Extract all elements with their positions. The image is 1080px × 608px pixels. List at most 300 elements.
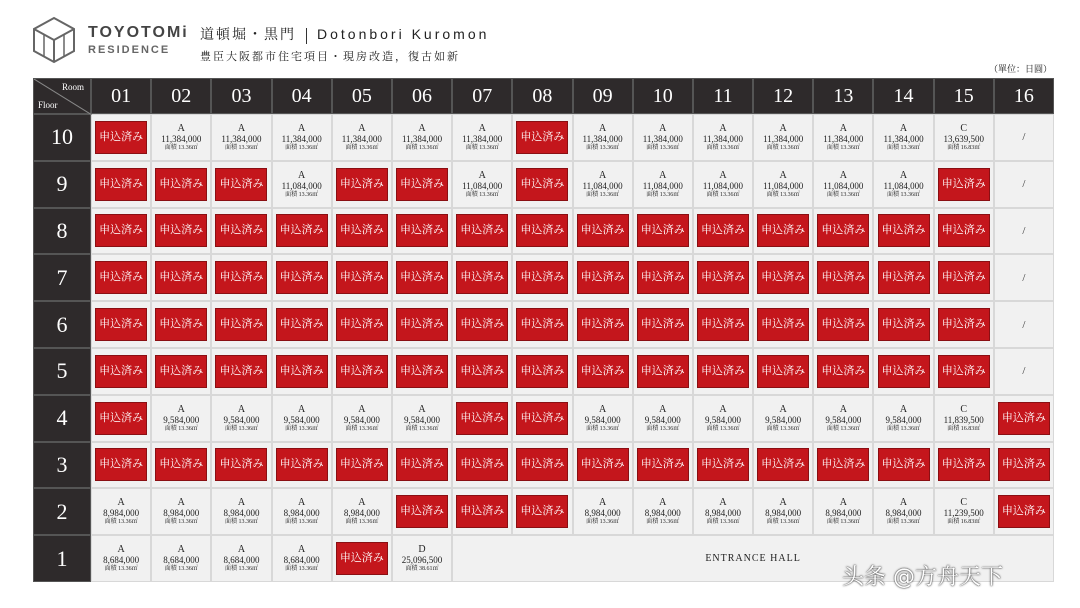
unit-8-15[interactable] <box>934 208 994 255</box>
unit-area: 面積 13.36㎡ <box>224 144 258 151</box>
floor-label-5: 5 <box>33 348 91 395</box>
unit-type: A <box>358 403 366 415</box>
unit-6-14[interactable] <box>873 301 933 348</box>
unit-9-07[interactable] <box>452 161 512 208</box>
unit-area: 面積 13.36㎡ <box>826 144 860 151</box>
unit-7-14[interactable] <box>873 254 933 301</box>
unit-1-06[interactable] <box>392 535 452 582</box>
unit-2-14[interactable] <box>873 488 933 535</box>
unit-price: 11,084,000 <box>582 180 623 191</box>
unit-8-03[interactable] <box>211 208 271 255</box>
unit-2-04[interactable] <box>272 488 332 535</box>
unit-1-04[interactable] <box>272 535 332 582</box>
unit-price: 11,384,000 <box>823 133 864 144</box>
unit-8-13[interactable] <box>813 208 873 255</box>
unit-2-02[interactable] <box>151 488 211 535</box>
unit-7-07[interactable] <box>452 254 512 301</box>
unit-9-11[interactable] <box>693 161 753 208</box>
unit-price: 11,384,000 <box>462 133 503 144</box>
brand <box>88 24 189 56</box>
unit-10-04[interactable] <box>272 114 332 161</box>
sold-badge: 申込済み <box>637 261 689 294</box>
unit-area: 面積 13.36㎡ <box>224 519 258 526</box>
unit-area: 面積 13.36㎡ <box>224 425 258 432</box>
column-header-10: 10 <box>633 78 693 114</box>
unit-9-13[interactable] <box>813 161 873 208</box>
unit-9-06[interactable] <box>392 161 452 208</box>
unit-9-04[interactable] <box>272 161 332 208</box>
unit-6-05[interactable] <box>332 301 392 348</box>
unit-10-09[interactable] <box>573 114 633 161</box>
sold-badge: 申込済み <box>336 355 388 388</box>
unit-1-02[interactable] <box>151 535 211 582</box>
sold-badge: 申込済み <box>938 355 990 388</box>
sold-badge: 申込済み <box>95 214 147 247</box>
unit-5-08[interactable] <box>512 348 572 395</box>
no-unit-mark: / <box>1022 224 1026 237</box>
sold-badge: 申込済み <box>516 402 568 435</box>
unit-5-09[interactable] <box>573 348 633 395</box>
unit-6-09[interactable] <box>573 301 633 348</box>
unit-7-11[interactable] <box>693 254 753 301</box>
unit-6-15[interactable] <box>934 301 994 348</box>
unit-5-01[interactable] <box>91 348 151 395</box>
unit-area: 面積 13.36㎡ <box>766 519 800 526</box>
sold-badge: 申込済み <box>516 214 568 247</box>
unit-4-05[interactable] <box>332 395 392 442</box>
unit-type: A <box>598 497 607 509</box>
unit-7-01[interactable] <box>91 254 151 301</box>
sold-badge: 申込済み <box>757 448 809 481</box>
sold-badge: 申込済み <box>516 121 568 154</box>
unit-4-09[interactable] <box>573 395 633 442</box>
unit-1-01[interactable] <box>91 535 151 582</box>
unit-type: A <box>779 403 787 415</box>
entrance-hall-label: ENTRANCE HALL <box>705 553 801 565</box>
unit-8-14[interactable] <box>873 208 933 255</box>
unit-5-12[interactable] <box>753 348 813 395</box>
unit-8-12[interactable] <box>753 208 813 255</box>
sold-badge: 申込済み <box>577 308 629 341</box>
sold-badge: 申込済み <box>878 448 930 481</box>
unit-9-01[interactable] <box>91 161 151 208</box>
sold-badge: 申込済み <box>155 168 207 201</box>
unit-10-05[interactable] <box>332 114 392 161</box>
page-header <box>0 0 1080 80</box>
unit-10-08[interactable] <box>512 114 572 161</box>
unit-area: 面積 13.36㎡ <box>285 566 319 573</box>
sold-badge: 申込済み <box>336 542 388 575</box>
unit-price: 11,084,000 <box>763 180 804 191</box>
unit-3-12[interactable] <box>753 442 813 489</box>
unit-3-16[interactable] <box>994 442 1054 489</box>
unit-5-05[interactable] <box>332 348 392 395</box>
unit-7-06[interactable] <box>392 254 452 301</box>
unit-3-06[interactable] <box>392 442 452 489</box>
unit-4-16[interactable] <box>994 395 1054 442</box>
unit-availability-table <box>33 78 1054 582</box>
unit-type: A <box>719 169 727 181</box>
unit-type: A <box>298 544 306 556</box>
sold-badge: 申込済み <box>95 168 147 201</box>
unit-3-07[interactable] <box>452 442 512 489</box>
unit-9-09[interactable] <box>573 161 633 208</box>
table-corner <box>33 78 91 114</box>
unit-price: 8,984,000 <box>584 508 621 519</box>
column-header-04: 04 <box>272 78 332 114</box>
unit-5-04[interactable] <box>272 348 332 395</box>
sold-badge: 申込済み <box>396 168 448 201</box>
unit-6-07[interactable] <box>452 301 512 348</box>
sold-badge: 申込済み <box>95 308 147 341</box>
unit-type: A <box>358 122 366 134</box>
unit-5-02[interactable] <box>151 348 211 395</box>
unit-type: A <box>839 497 847 509</box>
column-header-11: 11 <box>693 78 753 114</box>
unit-4-12[interactable] <box>753 395 813 442</box>
unit-6-08[interactable] <box>512 301 572 348</box>
unit-10-11[interactable] <box>693 114 753 161</box>
unit-2-08[interactable] <box>512 488 572 535</box>
unit-type: A <box>779 169 787 181</box>
sold-badge: 申込済み <box>998 495 1050 528</box>
unit-4-04[interactable] <box>272 395 332 442</box>
unit-type: A <box>237 403 246 415</box>
unit-5-10[interactable] <box>633 348 693 395</box>
unit-area: 面積 13.36㎡ <box>345 519 379 526</box>
unit-area: 面積 13.36㎡ <box>586 144 620 151</box>
column-header-08: 08 <box>512 78 572 114</box>
unit-price: 25,096,500 <box>401 555 443 566</box>
unit-area: 面積 16.83㎡ <box>947 519 981 526</box>
unit-6-10[interactable] <box>633 301 693 348</box>
sold-badge: 申込済み <box>938 308 990 341</box>
unit-3-11[interactable] <box>693 442 753 489</box>
unit-2-03[interactable] <box>211 488 271 535</box>
unit-type: A <box>598 122 607 134</box>
sold-badge: 申込済み <box>697 261 749 294</box>
unit-2-13[interactable] <box>813 488 873 535</box>
sold-badge: 申込済み <box>336 168 388 201</box>
sold-badge: 申込済み <box>817 355 869 388</box>
unit-2-11[interactable] <box>693 488 753 535</box>
sold-badge: 申込済み <box>95 121 147 154</box>
unit-5-07[interactable] <box>452 348 512 395</box>
unit-area: 面積 13.36㎡ <box>285 425 319 432</box>
unit-7-05[interactable] <box>332 254 392 301</box>
unit-price: 9,584,000 <box>584 414 621 425</box>
unit-price: 11,384,000 <box>763 133 804 144</box>
unit-5-13[interactable] <box>813 348 873 395</box>
unit-2-16[interactable] <box>994 488 1054 535</box>
floor-label-10: 10 <box>33 114 91 161</box>
unit-7-04[interactable] <box>272 254 332 301</box>
unit-10-06[interactable] <box>392 114 452 161</box>
sold-badge: 申込済み <box>817 214 869 247</box>
unit-2-06[interactable] <box>392 488 452 535</box>
sold-badge: 申込済み <box>516 355 568 388</box>
unit-price: 9,584,000 <box>825 414 862 425</box>
unit-3-04[interactable] <box>272 442 332 489</box>
sold-badge: 申込済み <box>878 308 930 341</box>
unit-9-15[interactable] <box>934 161 994 208</box>
unit-6-12[interactable] <box>753 301 813 348</box>
unit-price: 11,384,000 <box>221 133 262 144</box>
unit-3-08[interactable] <box>512 442 572 489</box>
sold-badge: 申込済み <box>95 402 147 435</box>
brand-name: TOYOTOMi <box>88 24 189 41</box>
unit-price: 11,384,000 <box>161 133 202 144</box>
unit-8-04[interactable] <box>272 208 332 255</box>
unit-type: A <box>839 169 847 181</box>
unit-price: 8,984,000 <box>704 508 741 519</box>
unit-area: 面積 13.36㎡ <box>706 191 740 198</box>
unit-type: A <box>779 497 787 509</box>
unit-area: 面積 13.36㎡ <box>706 144 740 151</box>
no-unit-mark: / <box>1022 131 1026 144</box>
unit-area: 面積 13.36㎡ <box>164 144 198 151</box>
unit-3-03[interactable] <box>211 442 271 489</box>
unit-9-02[interactable] <box>151 161 211 208</box>
unit-area: 面積 13.36㎡ <box>104 519 138 526</box>
unit-type: C <box>960 122 968 134</box>
unit-price: 9,584,000 <box>765 414 802 425</box>
unit-3-15[interactable] <box>934 442 994 489</box>
unit-4-03[interactable] <box>211 395 271 442</box>
unit-3-02[interactable] <box>151 442 211 489</box>
unit-area: 面積 13.36㎡ <box>826 519 860 526</box>
unit-type: A <box>298 403 306 415</box>
unit-10-14[interactable] <box>873 114 933 161</box>
unit-area: 面積 13.36㎡ <box>887 191 921 198</box>
unit-8-02[interactable] <box>151 208 211 255</box>
sold-badge: 申込済み <box>637 308 689 341</box>
unit-4-11[interactable] <box>693 395 753 442</box>
unit-area: 面積 13.36㎡ <box>285 191 319 198</box>
unit-6-11[interactable] <box>693 301 753 348</box>
unit-1-05[interactable] <box>332 535 392 582</box>
unit-10-12[interactable] <box>753 114 813 161</box>
brand-sub: RESIDENCE <box>88 44 171 56</box>
unit-9-08[interactable] <box>512 161 572 208</box>
unit-7-08[interactable] <box>512 254 572 301</box>
unit-type: A <box>177 497 185 509</box>
unit-type: A <box>237 497 246 509</box>
unit-2-01[interactable] <box>91 488 151 535</box>
unit-2-12[interactable] <box>753 488 813 535</box>
unit-4-02[interactable] <box>151 395 211 442</box>
unit-4-13[interactable] <box>813 395 873 442</box>
sold-badge: 申込済み <box>697 355 749 388</box>
unit-9-10[interactable] <box>633 161 693 208</box>
unit-area: 面積 13.36㎡ <box>285 144 319 151</box>
unit-type: A <box>117 497 125 509</box>
unit-8-01[interactable] <box>91 208 151 255</box>
sold-badge: 申込済み <box>577 355 629 388</box>
unit-price: 11,084,000 <box>702 180 744 191</box>
unit-price: 8,984,000 <box>163 508 200 519</box>
unit-7-03[interactable] <box>211 254 271 301</box>
unit-9-14[interactable] <box>873 161 933 208</box>
unit-type: A <box>177 122 185 134</box>
unit-8-07[interactable] <box>452 208 512 255</box>
unit-8-09[interactable] <box>573 208 633 255</box>
unit-type: A <box>237 122 246 134</box>
unit-6-06[interactable] <box>392 301 452 348</box>
unit-10-07[interactable] <box>452 114 512 161</box>
unit-2-05[interactable] <box>332 488 392 535</box>
unit-10-02[interactable] <box>151 114 211 161</box>
unit-10-10[interactable] <box>633 114 693 161</box>
unit-10-01[interactable] <box>91 114 151 161</box>
unit-3-14[interactable] <box>873 442 933 489</box>
unit-6-02[interactable] <box>151 301 211 348</box>
sold-badge: 申込済み <box>577 448 629 481</box>
unit-7-12[interactable] <box>753 254 813 301</box>
floor-label-2: 2 <box>33 488 91 535</box>
unit-price: 8,684,000 <box>283 555 320 566</box>
unit-type: A <box>899 122 908 134</box>
unit-type: A <box>298 169 306 181</box>
unit-6-16 <box>994 301 1054 348</box>
unit-4-10[interactable] <box>633 395 693 442</box>
unit-price: 11,084,000 <box>823 180 864 191</box>
unit-price: 8,984,000 <box>283 508 320 519</box>
unit-5-15[interactable] <box>934 348 994 395</box>
unit-price: 13,639,500 <box>943 133 984 144</box>
unit-6-13[interactable] <box>813 301 873 348</box>
sold-badge: 申込済み <box>757 355 809 388</box>
unit-price: 11,384,000 <box>702 133 744 144</box>
unit-type: A <box>418 122 426 134</box>
unit-3-01[interactable] <box>91 442 151 489</box>
unit-10-15[interactable] <box>934 114 994 161</box>
unit-area: 面積 13.36㎡ <box>887 425 921 432</box>
sold-badge: 申込済み <box>878 214 930 247</box>
unit-type: A <box>598 403 607 415</box>
unit-5-11[interactable] <box>693 348 753 395</box>
unit-price: 11,384,000 <box>883 133 924 144</box>
unit-2-15[interactable] <box>934 488 994 535</box>
unit-5-03[interactable] <box>211 348 271 395</box>
title-divider <box>306 28 307 44</box>
unit-price: 8,984,000 <box>765 508 802 519</box>
unit-4-08[interactable] <box>512 395 572 442</box>
sold-badge: 申込済み <box>697 308 749 341</box>
unit-4-01[interactable] <box>91 395 151 442</box>
column-header-13: 13 <box>813 78 873 114</box>
unit-area: 面積 16.83㎡ <box>947 425 981 432</box>
sold-badge: 申込済み <box>155 448 207 481</box>
unit-price: 8,984,000 <box>885 508 922 519</box>
unit-price: 11,839,500 <box>943 414 984 425</box>
unit-7-09[interactable] <box>573 254 633 301</box>
unit-9-12[interactable] <box>753 161 813 208</box>
unit-6-04[interactable] <box>272 301 332 348</box>
unit-7-10[interactable] <box>633 254 693 301</box>
unit-8-05[interactable] <box>332 208 392 255</box>
title-jp: 道頓堀・黒門 <box>200 28 296 43</box>
sold-badge: 申込済み <box>396 261 448 294</box>
sold-badge: 申込済み <box>757 261 809 294</box>
unit-8-08[interactable] <box>512 208 572 255</box>
unit-type: A <box>899 169 908 181</box>
unit-3-09[interactable] <box>573 442 633 489</box>
unit-type: A <box>899 497 908 509</box>
unit-type: A <box>839 122 847 134</box>
unit-2-07[interactable] <box>452 488 512 535</box>
unit-4-07[interactable] <box>452 395 512 442</box>
unit-price: 9,584,000 <box>163 414 200 425</box>
unit-3-10[interactable] <box>633 442 693 489</box>
sold-badge: 申込済み <box>637 214 689 247</box>
unit-area: 面積 13.36㎡ <box>586 425 620 432</box>
unit-10-03[interactable] <box>211 114 271 161</box>
sold-badge: 申込済み <box>95 261 147 294</box>
unit-2-09[interactable] <box>573 488 633 535</box>
unit-8-10[interactable] <box>633 208 693 255</box>
unit-2-10[interactable] <box>633 488 693 535</box>
unit-price: 11,384,000 <box>341 133 382 144</box>
sold-badge: 申込済み <box>276 214 328 247</box>
unit-3-05[interactable] <box>332 442 392 489</box>
column-header-07: 07 <box>452 78 512 114</box>
unit-6-03[interactable] <box>211 301 271 348</box>
unit-5-14[interactable] <box>873 348 933 395</box>
unit-price: 9,584,000 <box>704 414 741 425</box>
floor-label-1: 1 <box>33 535 91 582</box>
unit-price: 8,684,000 <box>103 555 140 566</box>
unit-8-11[interactable] <box>693 208 753 255</box>
unit-price: 9,584,000 <box>283 414 320 425</box>
sold-badge: 申込済み <box>516 308 568 341</box>
unit-type: A <box>659 122 667 134</box>
unit-1-03[interactable] <box>211 535 271 582</box>
unit-price: 11,384,000 <box>582 133 623 144</box>
unit-7-02[interactable] <box>151 254 211 301</box>
unit-4-15[interactable] <box>934 395 994 442</box>
unit-6-01[interactable] <box>91 301 151 348</box>
sold-badge: 申込済み <box>215 308 267 341</box>
unit-area: 面積 13.36㎡ <box>164 566 198 573</box>
unit-area: 面積 13.36㎡ <box>345 144 379 151</box>
no-unit-mark: / <box>1022 365 1026 378</box>
unit-7-15[interactable] <box>934 254 994 301</box>
unit-9-05[interactable] <box>332 161 392 208</box>
sold-badge: 申込済み <box>697 214 749 247</box>
unit-price: 11,384,000 <box>642 133 683 144</box>
unit-3-13[interactable] <box>813 442 873 489</box>
no-unit-mark: / <box>1022 318 1026 331</box>
unit-7-13[interactable] <box>813 254 873 301</box>
sold-badge: 申込済み <box>336 261 388 294</box>
sold-badge: 申込済み <box>456 495 508 528</box>
unit-4-06[interactable] <box>392 395 452 442</box>
unit-area: 面積 13.36㎡ <box>646 144 680 151</box>
unit-area: 面積 13.36㎡ <box>826 425 860 432</box>
unit-8-06[interactable] <box>392 208 452 255</box>
unit-type: C <box>960 497 968 509</box>
unit-4-14[interactable] <box>873 395 933 442</box>
unit-price: 11,239,500 <box>943 508 984 519</box>
unit-area: 面積 13.36㎡ <box>887 519 921 526</box>
unit-10-13[interactable] <box>813 114 873 161</box>
unit-9-03[interactable] <box>211 161 271 208</box>
sold-badge: 申込済み <box>155 355 207 388</box>
unit-5-06[interactable] <box>392 348 452 395</box>
unit-type: A <box>478 169 486 181</box>
column-header-16: 16 <box>994 78 1054 114</box>
